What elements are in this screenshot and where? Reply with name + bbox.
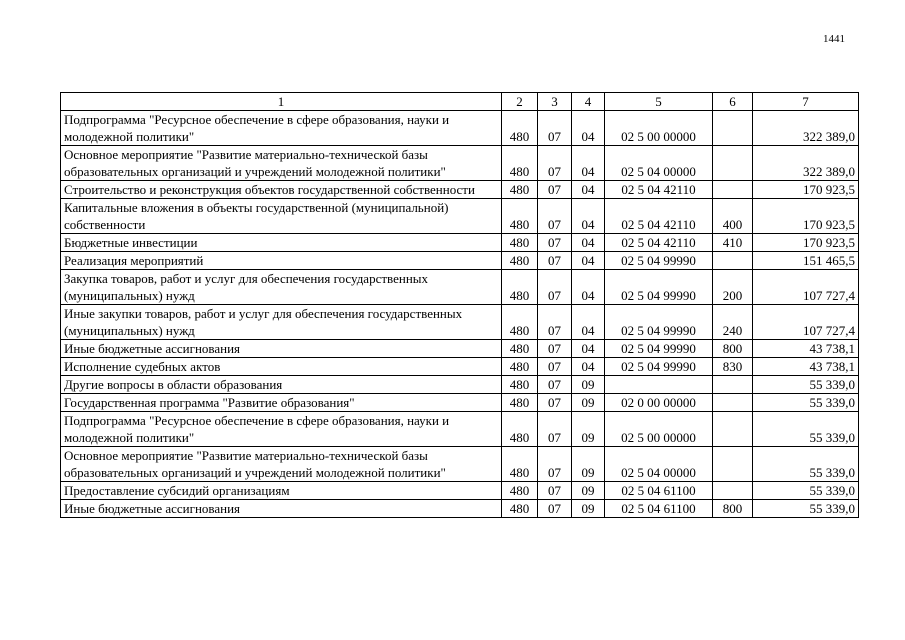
row-name-cell: Государственная программа "Развитие образования"	[61, 394, 502, 412]
row-section-cell: 07	[538, 111, 572, 146]
row-section-cell: 07	[538, 270, 572, 305]
row-expense-type-cell	[713, 482, 753, 500]
row-section-cell: 07	[538, 146, 572, 181]
row-amount-cell: 322 389,0	[753, 146, 859, 181]
table-row	[61, 500, 859, 518]
column-header: 5	[605, 93, 713, 111]
table-row	[61, 358, 859, 376]
row-expense-type-cell	[713, 447, 753, 482]
row-target-article-cell: 02 5 04 99990	[605, 252, 713, 270]
table-row	[61, 146, 859, 181]
row-amount-cell: 107 727,4	[753, 305, 859, 340]
table-row	[61, 252, 859, 270]
row-amount-cell: 55 339,0	[753, 394, 859, 412]
row-target-article-cell: 02 5 04 61100	[605, 500, 713, 518]
row-amount-cell: 170 923,5	[753, 181, 859, 199]
row-target-article-cell: 02 5 00 00000	[605, 111, 713, 146]
row-expense-type-cell: 800	[713, 340, 753, 358]
row-name-cell: Иные закупки товаров, работ и услуг для обеспечения государственных (муниципальных) нужд	[61, 305, 502, 340]
table-row	[61, 270, 859, 305]
row-section-cell: 07	[538, 482, 572, 500]
row-code-cell: 480	[502, 376, 538, 394]
row-section-cell: 07	[538, 376, 572, 394]
row-name-cell: Предоставление субсидий организациям	[61, 482, 502, 500]
row-section-cell: 07	[538, 447, 572, 482]
row-subsection-cell: 04	[572, 340, 605, 358]
column-header: 2	[502, 93, 538, 111]
row-subsection-cell: 09	[572, 394, 605, 412]
row-target-article-cell: 02 5 04 42110	[605, 199, 713, 234]
row-target-article-cell: 02 5 04 99990	[605, 340, 713, 358]
row-subsection-cell: 04	[572, 111, 605, 146]
row-amount-cell: 170 923,5	[753, 199, 859, 234]
row-code-cell: 480	[502, 252, 538, 270]
row-amount-cell: 151 465,5	[753, 252, 859, 270]
row-name-cell: Подпрограмма "Ресурсное обеспечение в сфере образования, науки и молодежной политики"	[61, 412, 502, 447]
row-section-cell: 07	[538, 234, 572, 252]
row-target-article-cell: 02 5 04 00000	[605, 447, 713, 482]
row-section-cell: 07	[538, 340, 572, 358]
row-code-cell: 480	[502, 181, 538, 199]
row-section-cell: 07	[538, 358, 572, 376]
row-section-cell: 07	[538, 500, 572, 518]
row-target-article-cell: 02 5 04 00000	[605, 146, 713, 181]
table-row	[61, 447, 859, 482]
column-header: 7	[753, 93, 859, 111]
row-section-cell: 07	[538, 305, 572, 340]
row-expense-type-cell	[713, 181, 753, 199]
row-target-article-cell: 02 5 04 61100	[605, 482, 713, 500]
row-section-cell: 07	[538, 412, 572, 447]
row-name-cell: Закупка товаров, работ и услуг для обеспечения государственных (муниципальных) нужд	[61, 270, 502, 305]
row-code-cell: 480	[502, 500, 538, 518]
column-header: 4	[572, 93, 605, 111]
row-amount-cell: 55 339,0	[753, 412, 859, 447]
row-amount-cell: 55 339,0	[753, 500, 859, 518]
table-row	[61, 111, 859, 146]
row-target-article-cell: 02 5 04 42110	[605, 181, 713, 199]
row-code-cell: 480	[502, 340, 538, 358]
table-row	[61, 305, 859, 340]
row-code-cell: 480	[502, 447, 538, 482]
row-code-cell: 480	[502, 234, 538, 252]
row-target-article-cell: 02 5 04 42110	[605, 234, 713, 252]
row-subsection-cell: 04	[572, 305, 605, 340]
row-name-cell: Основное мероприятие "Развитие материально-технической базы образовательных организаций и учреждений молодежной политики"	[61, 146, 502, 181]
row-expense-type-cell: 800	[713, 500, 753, 518]
row-amount-cell: 107 727,4	[753, 270, 859, 305]
row-subsection-cell: 09	[572, 447, 605, 482]
row-expense-type-cell: 200	[713, 270, 753, 305]
table-row	[61, 394, 859, 412]
row-expense-type-cell	[713, 252, 753, 270]
row-name-cell: Подпрограмма "Ресурсное обеспечение в сфере образования, науки и молодежной политики"	[61, 111, 502, 146]
table-body	[61, 111, 859, 518]
page-number: 1441	[823, 33, 845, 45]
row-code-cell: 480	[502, 146, 538, 181]
row-section-cell: 07	[538, 252, 572, 270]
row-section-cell: 07	[538, 199, 572, 234]
table-row	[61, 482, 859, 500]
row-target-article-cell: 02 5 04 99990	[605, 305, 713, 340]
row-amount-cell: 43 738,1	[753, 340, 859, 358]
row-target-article-cell: 02 0 00 00000	[605, 394, 713, 412]
row-code-cell: 480	[502, 482, 538, 500]
table-row	[61, 340, 859, 358]
row-amount-cell: 55 339,0	[753, 376, 859, 394]
row-code-cell: 480	[502, 305, 538, 340]
row-expense-type-cell	[713, 146, 753, 181]
row-name-cell: Капитальные вложения в объекты государственной (муниципальной) собственности	[61, 199, 502, 234]
row-expense-type-cell	[713, 394, 753, 412]
table-row	[61, 181, 859, 199]
row-section-cell: 07	[538, 181, 572, 199]
row-amount-cell: 170 923,5	[753, 234, 859, 252]
row-expense-type-cell	[713, 376, 753, 394]
row-amount-cell: 322 389,0	[753, 111, 859, 146]
header-row	[61, 93, 859, 111]
row-subsection-cell: 04	[572, 181, 605, 199]
row-expense-type-cell: 410	[713, 234, 753, 252]
row-subsection-cell: 09	[572, 412, 605, 447]
row-code-cell: 480	[502, 199, 538, 234]
row-name-cell: Реализация мероприятий	[61, 252, 502, 270]
column-header: 3	[538, 93, 572, 111]
row-subsection-cell: 04	[572, 146, 605, 181]
row-subsection-cell: 04	[572, 199, 605, 234]
row-expense-type-cell: 240	[713, 305, 753, 340]
column-header: 1	[61, 93, 502, 111]
row-subsection-cell: 09	[572, 500, 605, 518]
row-name-cell: Основное мероприятие "Развитие материально-технической базы образовательных организаций и учреждений молодежной политики"	[61, 447, 502, 482]
row-code-cell: 480	[502, 270, 538, 305]
row-subsection-cell: 04	[572, 252, 605, 270]
row-name-cell: Иные бюджетные ассигнования	[61, 500, 502, 518]
row-target-article-cell	[605, 376, 713, 394]
row-name-cell: Бюджетные инвестиции	[61, 234, 502, 252]
row-expense-type-cell: 830	[713, 358, 753, 376]
table-row	[61, 199, 859, 234]
table-row	[61, 412, 859, 447]
row-name-cell: Исполнение судебных актов	[61, 358, 502, 376]
row-amount-cell: 55 339,0	[753, 447, 859, 482]
table-row	[61, 376, 859, 394]
row-subsection-cell: 04	[572, 270, 605, 305]
row-subsection-cell: 04	[572, 234, 605, 252]
column-header: 6	[713, 93, 753, 111]
row-target-article-cell: 02 5 04 99990	[605, 358, 713, 376]
row-code-cell: 480	[502, 111, 538, 146]
row-amount-cell: 43 738,1	[753, 358, 859, 376]
row-section-cell: 07	[538, 394, 572, 412]
row-code-cell: 480	[502, 358, 538, 376]
row-expense-type-cell	[713, 412, 753, 447]
row-subsection-cell: 04	[572, 358, 605, 376]
budget-table	[60, 92, 859, 518]
row-target-article-cell: 02 5 04 99990	[605, 270, 713, 305]
row-name-cell: Другие вопросы в области образования	[61, 376, 502, 394]
row-subsection-cell: 09	[572, 376, 605, 394]
table-row	[61, 234, 859, 252]
row-name-cell: Строительство и реконструкция объектов государственной собственности	[61, 181, 502, 199]
row-code-cell: 480	[502, 394, 538, 412]
row-target-article-cell: 02 5 00 00000	[605, 412, 713, 447]
row-amount-cell: 55 339,0	[753, 482, 859, 500]
row-expense-type-cell: 400	[713, 199, 753, 234]
row-subsection-cell: 09	[572, 482, 605, 500]
row-expense-type-cell	[713, 111, 753, 146]
row-name-cell: Иные бюджетные ассигнования	[61, 340, 502, 358]
row-code-cell: 480	[502, 412, 538, 447]
